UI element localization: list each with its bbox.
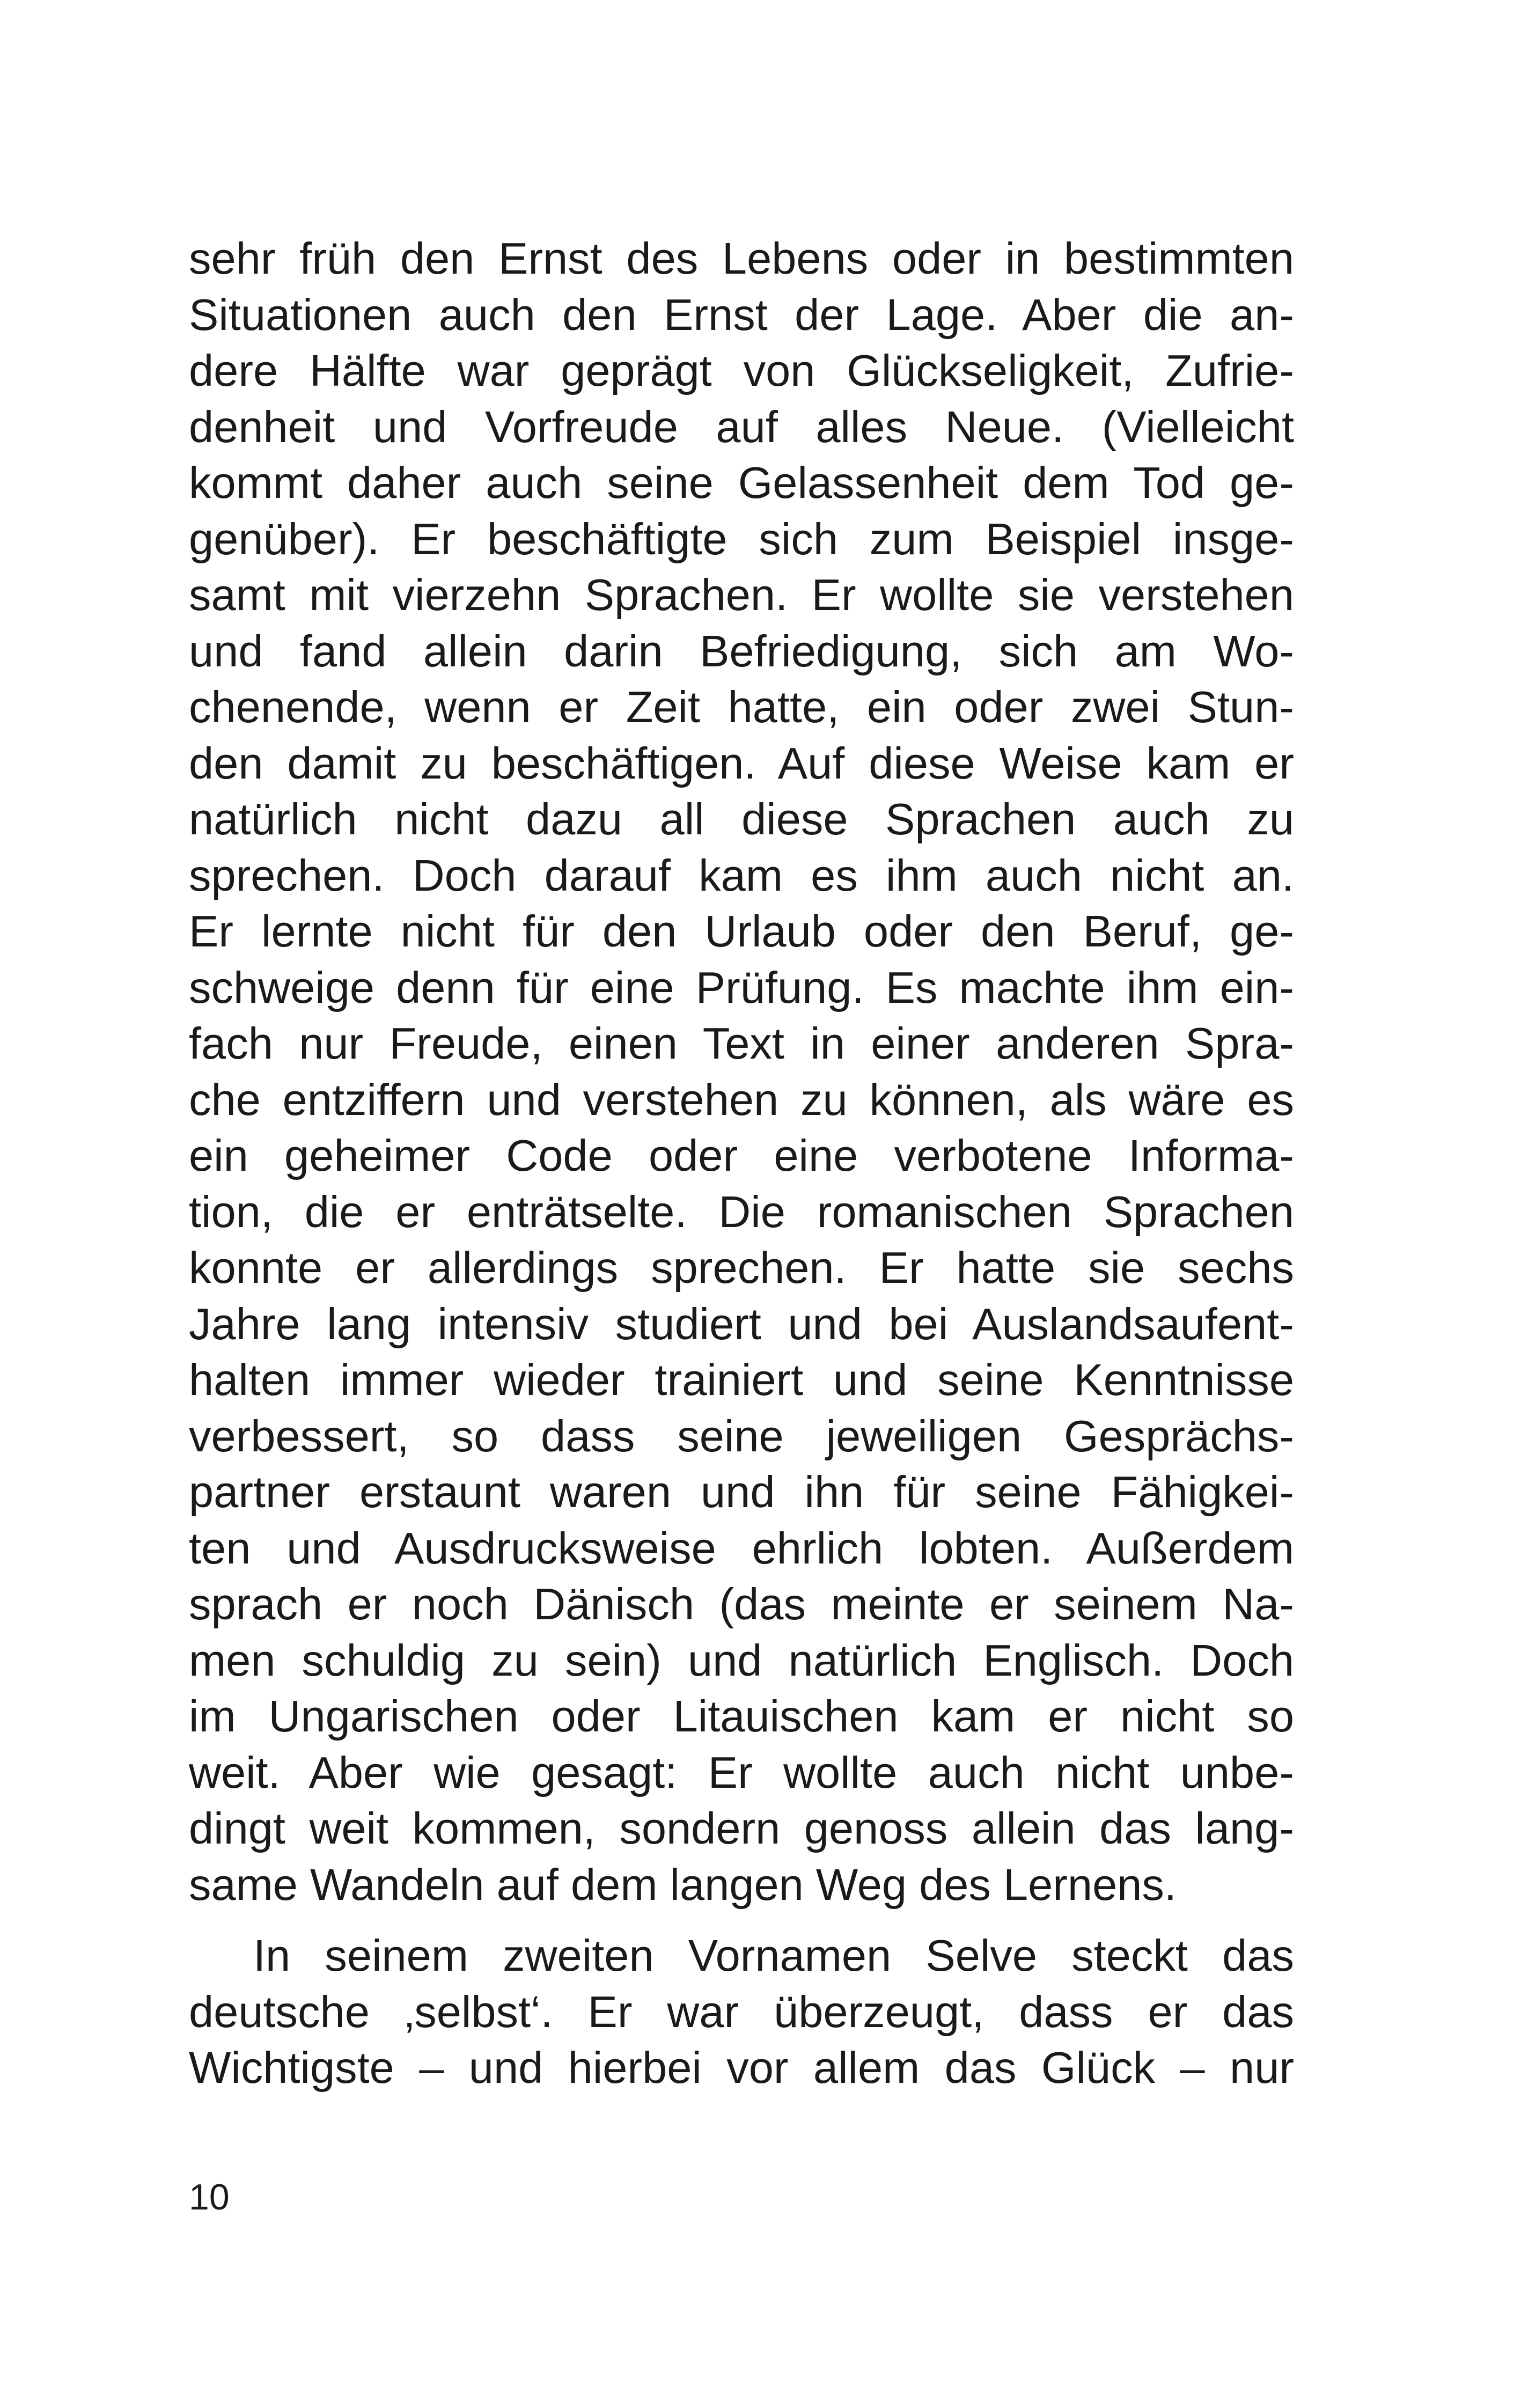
text-line: sprach er noch Dänisch (das meinte er seinem Na-	[189, 1579, 1294, 1629]
text-line: chenende, wenn er Zeit hatte, ein oder zwei Stun-	[189, 682, 1294, 732]
text-line: Situationen auch den Ernst der Lage. Aber die an-	[189, 289, 1294, 340]
text-line: weit. Aber wie gesagt: Er wollte auch nicht unbe-	[189, 1747, 1294, 1797]
text-line: sehr früh den Ernst des Lebens oder in bestimmten	[189, 233, 1294, 283]
text-line: Er lernte nicht für den Urlaub oder den Beruf, ge-	[189, 906, 1294, 956]
text-line: verbessert, so dass seine jeweiligen Gesprächs-	[189, 1411, 1294, 1461]
page-number: 10	[189, 2177, 230, 2218]
text-line: samt mit vierzehn Sprachen. Er wollte sie verstehen	[189, 570, 1294, 620]
text-line: sprechen. Doch darauf kam es ihm auch nicht an.	[189, 850, 1294, 900]
text-line: kommt daher auch seine Gelassenheit dem Tod ge-	[189, 458, 1294, 508]
text-line: ein geheimer Code oder eine verbotene Informa-	[189, 1130, 1294, 1180]
paragraph-spacing	[189, 1913, 1294, 1928]
text-line: men schuldig zu sein) und natürlich Englisch. Doch	[189, 1635, 1294, 1685]
text-line: schweige denn für eine Prüfung. Es machte ihm ein-	[189, 962, 1294, 1012]
text-line: tion, die er enträtselte. Die romanischen Sprachen	[189, 1186, 1294, 1237]
paragraph-2	[189, 1928, 1294, 2096]
text-line: In seinem zweiten Vornamen Selve steckt das	[253, 1930, 1294, 1980]
text-line: ten und Ausdrucksweise ehrlich lobten. Außerdem	[189, 1523, 1294, 1573]
text-line: che entziffern und verstehen zu können, als wäre es	[189, 1074, 1294, 1125]
text-line: same Wandeln auf dem langen Weg des Lernens.	[189, 1859, 1177, 1910]
text-line: dere Hälfte war geprägt von Glückseligkeit, Zufrie-	[189, 346, 1294, 395]
text-line: fach nur Freude, einen Text in einer anderen Spra-	[189, 1018, 1294, 1068]
text-line: denheit und Vorfreude auf alles Neue. (Vielleicht	[189, 401, 1294, 452]
text-line: partner erstaunt waren und ihn für seine Fähigkei-	[189, 1467, 1294, 1517]
text-line: halten immer wieder trainiert und seine Kenntnisse	[189, 1355, 1294, 1405]
text-line: deutsche ‚selbst‘. Er war überzeugt, dass er das	[189, 1986, 1294, 2037]
text-line: Jahre lang intensiv studiert und bei Auslandsaufent-	[189, 1298, 1294, 1349]
text-line: dingt weit kommen, sondern genoss allein das lang-	[189, 1803, 1294, 1853]
text-line: Wichtigste – und hierbei vor allem das Glück – nur	[189, 2043, 1294, 2093]
body-text	[189, 231, 1294, 2096]
text-line: genüber). Er beschäftigte sich zum Beispiel insge-	[189, 513, 1294, 564]
text-line: im Ungarischen oder Litauischen kam er nicht so	[189, 1691, 1294, 1741]
text-line: den damit zu beschäftigen. Auf diese Weise kam er	[189, 738, 1294, 788]
text-line: konnte er allerdings sprechen. Er hatte sie sechs	[189, 1243, 1294, 1293]
text-line: und fand allein darin Befriedigung, sich am Wo-	[189, 626, 1294, 676]
text-line: natürlich nicht dazu all diese Sprachen auch zu	[189, 794, 1294, 844]
paragraph-1	[189, 231, 1294, 1913]
